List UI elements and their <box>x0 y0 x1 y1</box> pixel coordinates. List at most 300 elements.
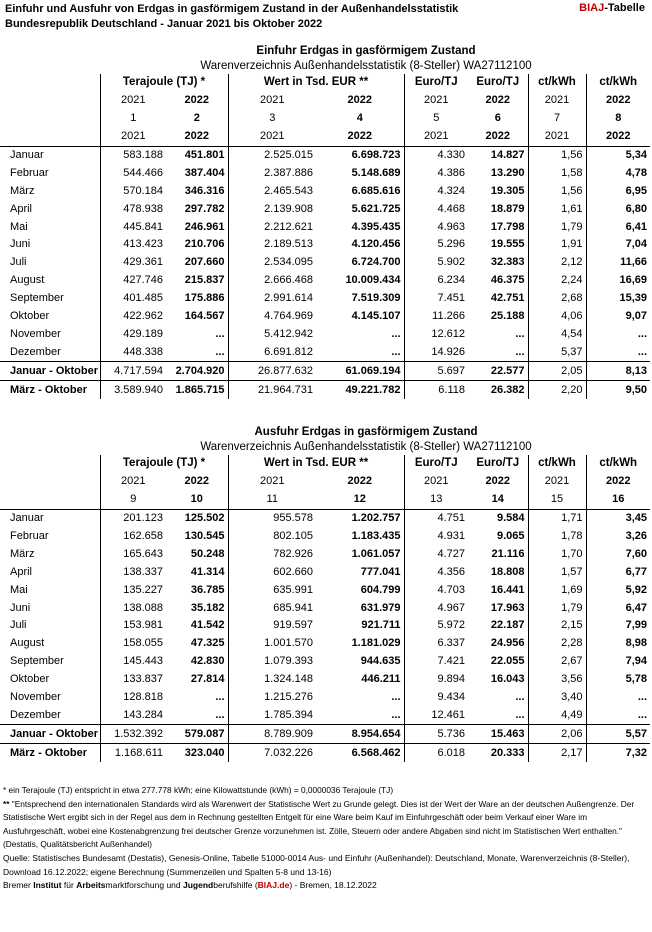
value-cell: 50.248 <box>166 545 228 563</box>
value-cell: 16.441 <box>468 581 528 599</box>
value-cell: 153.981 <box>100 617 166 635</box>
value-cell: 130.545 <box>166 528 228 546</box>
value-cell: 16.043 <box>468 671 528 689</box>
total-value: 4.717.594 <box>100 362 166 381</box>
year-row-cell: 2022 <box>606 475 631 488</box>
total-label: Januar - Oktober <box>10 727 99 740</box>
value-cell: 429.361 <box>100 254 166 272</box>
footnote-terajoule: * ein Terajoule (TJ) entspricht in etwa 277.778 kWh; eine Kilowattstunde (kWh) = 0,0000036 Terajoule (TJ) <box>3 785 394 795</box>
value-cell: ... <box>166 706 228 724</box>
value-cell: 42.830 <box>166 653 228 671</box>
month-label: Juni <box>10 238 31 251</box>
value-cell: 2.525.015 <box>264 149 313 161</box>
year-row-bottom-cell: 2022 <box>468 128 528 146</box>
value-cell: 631.979 <box>316 599 404 617</box>
value-cell: 143.284 <box>100 706 166 724</box>
total-value: 6.018 <box>404 744 468 762</box>
value-cell: 5.972 <box>437 619 465 632</box>
value-cell: 583.188 <box>100 146 166 164</box>
table-row <box>0 528 650 546</box>
value-cell: 401.485 <box>100 290 166 308</box>
column-number-row <box>0 110 650 128</box>
total-value: 61.069.194 <box>316 362 404 381</box>
month-label: Oktober <box>10 673 50 686</box>
column-number-row-cell: 2 <box>166 110 228 128</box>
year-row-cell: 2022 <box>316 473 404 491</box>
year-row-bottom <box>0 128 650 146</box>
month-label: April <box>10 565 33 578</box>
value-cell: 1,70 <box>528 545 586 563</box>
total-value: 8.954.654 <box>316 725 404 744</box>
value-cell: 7.451 <box>437 292 465 305</box>
value-cell: 9.584 <box>468 509 528 527</box>
value-cell: 9.065 <box>468 528 528 546</box>
table-row <box>0 272 650 290</box>
month-label: Mai <box>10 220 28 233</box>
value-cell: 6.724.700 <box>316 254 404 272</box>
value-cell: 7.421 <box>437 655 465 668</box>
value-cell: 9.894 <box>437 673 465 686</box>
label-empty <box>0 491 100 509</box>
value-cell: 1.202.757 <box>316 509 404 527</box>
value-cell: 5.296 <box>437 238 465 251</box>
group-euro-tj-2021: Euro/TJ <box>414 76 458 89</box>
year-row-cell: 2021 <box>100 92 166 110</box>
table-row <box>0 146 650 164</box>
table-row <box>0 545 650 563</box>
value-cell: ... <box>586 343 650 361</box>
value-cell: 164.567 <box>166 308 228 326</box>
year-row-bottom-cell: 2021 <box>404 128 468 146</box>
value-cell: 4.386 <box>437 166 465 179</box>
column-number-row-cell: 13 <box>404 491 468 509</box>
table-row <box>0 581 650 599</box>
year-row-cell: 2022 <box>606 94 631 107</box>
month-label: Januar <box>10 512 44 525</box>
year-row-cell: 2021 <box>424 94 449 107</box>
value-cell: 2.139.908 <box>264 202 313 215</box>
value-cell: 446.211 <box>316 671 404 689</box>
value-cell: ... <box>468 343 528 361</box>
total-label: März - Oktober <box>0 744 100 762</box>
column-number-row-cell: 9 <box>100 491 166 509</box>
month-label: November <box>10 691 61 704</box>
group-euro-tj-2022: Euro/TJ <box>468 455 528 473</box>
table-row <box>0 236 650 254</box>
value-cell: 6.698.723 <box>316 146 404 164</box>
total-value: 8.789.909 <box>264 727 313 740</box>
value-cell: 413.423 <box>100 236 166 254</box>
value-cell: 8,98 <box>625 637 647 650</box>
value-cell: 17.963 <box>468 599 528 617</box>
value-cell: 2.189.513 <box>264 238 313 251</box>
value-cell: ... <box>468 706 528 724</box>
value-cell: 158.055 <box>100 635 166 653</box>
value-cell: ... <box>316 689 404 707</box>
group-terajoule: Terajoule (TJ) * <box>100 455 228 473</box>
value-cell: 4,06 <box>528 308 586 326</box>
value-cell: 2,12 <box>528 254 586 272</box>
export-subtitle: Warenverzeichnis Außenhandelsstatistik (8-Steller) WA27112100 <box>200 441 532 453</box>
month-label: Dezember <box>0 343 100 361</box>
value-cell: 3,40 <box>528 689 586 707</box>
value-cell: 1,91 <box>528 236 586 254</box>
value-cell: 387.404 <box>166 164 228 182</box>
year-row-bottom-cell: 2022 <box>316 128 404 146</box>
group-euro-tj-2021: Euro/TJ <box>414 457 458 470</box>
year-row-cell: 2022 <box>468 473 528 491</box>
value-cell: 602.660 <box>273 565 313 578</box>
value-cell: 11.266 <box>432 310 465 323</box>
month-label: Dezember <box>0 706 100 724</box>
value-cell: 165.643 <box>100 545 166 563</box>
value-cell: 22.187 <box>468 617 528 635</box>
total-value: 2.704.920 <box>166 362 228 381</box>
value-cell: 42.751 <box>468 290 528 308</box>
value-cell: 921.711 <box>316 617 404 635</box>
value-cell: 24.956 <box>468 635 528 653</box>
value-cell: ... <box>166 343 228 361</box>
total-value: 21.964.731 <box>228 381 316 399</box>
total-value: 7,32 <box>586 744 650 762</box>
month-label: Januar <box>10 149 44 161</box>
year-row-cell: 2021 <box>260 94 285 107</box>
table-row <box>0 254 650 272</box>
table-row <box>0 706 650 724</box>
value-cell: ... <box>468 325 528 343</box>
value-cell: 162.658 <box>100 528 166 546</box>
header-empty <box>0 74 100 92</box>
import-title: Einfuhr Erdgas in gasförmigem Zustand <box>256 45 476 57</box>
value-cell: 5.902 <box>437 256 465 269</box>
value-cell: 13.290 <box>468 164 528 182</box>
value-cell: 4.727 <box>437 547 465 560</box>
month-label: März <box>10 547 35 560</box>
total-label: März - Oktober <box>0 381 100 399</box>
month-label: Juli <box>10 619 27 632</box>
year-row-cell: 2021 <box>424 475 449 488</box>
month-label: Juli <box>10 256 27 269</box>
value-cell: 6,41 <box>625 220 647 233</box>
value-cell: 4,54 <box>528 325 586 343</box>
value-cell: 9,07 <box>625 310 647 323</box>
value-cell: 18.808 <box>468 563 528 581</box>
year-row-cell: 2021 <box>528 473 586 491</box>
value-cell: 2.991.614 <box>264 292 313 305</box>
total-value: 2,05 <box>528 362 586 381</box>
total-value: 7.032.226 <box>228 744 316 762</box>
total-value: 6.118 <box>404 381 468 399</box>
column-number-row-cell: 8 <box>615 112 622 125</box>
value-cell: 955.578 <box>273 512 313 525</box>
year-row <box>0 473 650 491</box>
footnotes <box>3 784 649 893</box>
group-ct-kwh-2022: ct/kWh <box>599 76 638 89</box>
value-cell: 1,78 <box>528 528 586 546</box>
value-cell: 138.337 <box>100 563 166 581</box>
value-cell: 544.466 <box>100 164 166 182</box>
value-cell: ... <box>316 325 404 343</box>
value-cell: 18.879 <box>468 200 528 218</box>
value-cell: 777.041 <box>316 563 404 581</box>
value-cell: 10.009.434 <box>316 272 404 290</box>
column-number-row <box>0 491 650 509</box>
value-cell: 47.325 <box>166 635 228 653</box>
value-cell: 4.967 <box>437 601 465 614</box>
table-row <box>0 617 650 635</box>
value-cell: 35.182 <box>166 599 228 617</box>
total-value: 20.333 <box>468 744 528 762</box>
value-cell: 4.120.456 <box>316 236 404 254</box>
value-cell: 2.212.621 <box>264 220 313 233</box>
value-cell: 128.818 <box>100 689 166 707</box>
value-cell: 7,99 <box>625 619 647 632</box>
value-cell: 41.314 <box>166 563 228 581</box>
value-cell: 4,78 <box>625 166 647 179</box>
total-label: Januar - Oktober <box>10 364 99 377</box>
value-cell: 4.356 <box>437 565 465 578</box>
total-value: 2,17 <box>528 744 586 762</box>
value-cell: ... <box>166 325 228 343</box>
value-cell: 6.691.812 <box>228 343 316 361</box>
value-cell: 145.443 <box>100 653 166 671</box>
total-value: 49.221.782 <box>316 381 404 399</box>
value-cell: 4.963 <box>437 220 465 233</box>
total-value: 26.877.632 <box>257 364 313 377</box>
value-cell: 16,69 <box>619 274 647 287</box>
value-cell: 448.338 <box>100 343 166 361</box>
value-cell: 6.337 <box>437 637 465 650</box>
value-cell: 2.387.886 <box>264 166 313 179</box>
column-number-row-cell: 4 <box>316 110 404 128</box>
table-row <box>0 671 650 689</box>
table-row <box>0 290 650 308</box>
total-value: 26.382 <box>468 381 528 399</box>
value-cell: 4.324 <box>437 184 465 197</box>
value-cell: 2,28 <box>528 635 586 653</box>
credit-line: Bremer Institut für Arbeitsmarktforschung und Jugendberufshilfe (BIAJ.de) - Bremen, 18.12.2022 <box>3 880 377 891</box>
value-cell: 6,80 <box>625 202 647 215</box>
value-cell: 1,58 <box>528 164 586 182</box>
value-cell: 5.412.942 <box>264 327 313 340</box>
value-cell: 429.189 <box>100 325 166 343</box>
value-cell: 445.841 <box>100 218 166 236</box>
column-number-row-cell: 6 <box>468 110 528 128</box>
value-cell: 5,37 <box>528 343 586 361</box>
value-cell: 46.375 <box>468 272 528 290</box>
value-cell: 782.926 <box>273 547 313 560</box>
value-cell: 7.519.309 <box>316 290 404 308</box>
value-cell: 422.962 <box>100 308 166 326</box>
total-value: 1.532.392 <box>100 725 166 744</box>
total-row <box>0 362 650 381</box>
value-cell: 19.305 <box>468 182 528 200</box>
column-number-row-cell: 16 <box>586 491 650 509</box>
table-row <box>0 563 650 581</box>
group-ct-kwh-2021: ct/kWh <box>528 455 586 473</box>
value-cell: 346.316 <box>166 182 228 200</box>
value-cell: 207.660 <box>166 254 228 272</box>
column-number-row-cell: 12 <box>316 491 404 509</box>
total-value: 8,13 <box>625 364 647 377</box>
value-cell: 297.782 <box>166 200 228 218</box>
total-row <box>0 725 650 744</box>
value-cell: ... <box>637 327 647 340</box>
value-cell: 427.746 <box>100 272 166 290</box>
value-cell: 6.685.616 <box>316 182 404 200</box>
month-label: August <box>10 637 45 650</box>
total-value: 2,20 <box>528 381 586 399</box>
value-cell: 5,78 <box>625 673 647 686</box>
value-cell: 6,95 <box>625 184 647 197</box>
month-label: November <box>10 327 61 340</box>
value-cell: ... <box>166 689 228 707</box>
value-cell: 201.123 <box>100 509 166 527</box>
value-cell: 5.621.725 <box>316 200 404 218</box>
footnote-statistical-value: ** "Entsprechend den internationalen Standards wird als Warenwert der Statistische Wert zu Grunde gelegt. Dies ist der Wert der Ware an der deutschen Außengrenze. Der Statistische Wert ergibt sich in der Regel aus dem in Rechnung gestellten Entgelt für eine Ware beim Kauf im Einfuhrgeschäft oder beim Verkauf einer Ware im Ausfuhrgeschäft, wobei eine Kostenabgrenzung frei deutscher Grenze vorzunehmen ist. Zölle, Steuern oder andere Abgaben sind nicht im Statistischen Wert enthalten." (Destatis, Qualitätsbericht Außenhandel) <box>3 798 635 850</box>
value-cell: ... <box>586 706 650 724</box>
value-cell: 7,94 <box>625 655 647 668</box>
month-label: September <box>10 292 64 305</box>
document-title: Einfuhr und Ausfuhr von Erdgas in gasförmigem Zustand in der Außenhandelsstatistik <box>5 3 459 15</box>
year-row-bottom-cell: 2021 <box>528 128 586 146</box>
label-empty <box>0 92 100 110</box>
group-wert: Wert in Tsd. EUR ** <box>228 455 404 473</box>
table-row <box>0 343 650 361</box>
value-cell: 36.785 <box>166 581 228 599</box>
total-value: 1.168.611 <box>100 744 166 762</box>
value-cell: 2,67 <box>528 653 586 671</box>
value-cell: 1,61 <box>528 200 586 218</box>
month-label: Februar <box>10 530 49 542</box>
year-row-bottom-cell: 2021 <box>100 128 166 146</box>
column-number-row-cell: 11 <box>228 491 316 509</box>
total-value: 2,06 <box>528 725 586 744</box>
total-value: 323.040 <box>166 744 228 762</box>
value-cell: 4.703 <box>437 583 465 596</box>
value-cell: 4.931 <box>437 530 465 542</box>
month-label: August <box>10 274 45 287</box>
value-cell: 944.635 <box>316 653 404 671</box>
value-cell: 1,79 <box>528 218 586 236</box>
group-ct-kwh-2021: ct/kWh <box>528 74 586 92</box>
value-cell: 4.145.107 <box>316 308 404 326</box>
table-row <box>0 200 650 218</box>
value-cell: 3,45 <box>625 512 647 525</box>
year-row-cell: 2021 <box>100 473 166 491</box>
value-cell: 22.055 <box>468 653 528 671</box>
label-empty <box>0 128 100 146</box>
table-row <box>0 182 650 200</box>
value-cell: 685.941 <box>273 601 313 614</box>
value-cell: 4.330 <box>437 149 465 161</box>
value-cell: 570.184 <box>100 182 166 200</box>
year-row-cell: 2021 <box>260 475 285 488</box>
value-cell: 15,39 <box>619 292 647 305</box>
value-cell: 4.751 <box>437 512 465 525</box>
value-cell: 41.542 <box>166 617 228 635</box>
value-cell: 21.116 <box>468 545 528 563</box>
total-value: 22.577 <box>468 362 528 381</box>
total-value: 5,57 <box>625 727 647 740</box>
total-value: 15.463 <box>468 725 528 744</box>
total-value: 1.865.715 <box>166 381 228 399</box>
month-label: Februar <box>10 166 49 179</box>
group-ct-kwh-2022: ct/kWh <box>599 457 638 470</box>
year-row-cell: 2022 <box>468 92 528 110</box>
year-row <box>0 92 650 110</box>
table-row <box>0 689 650 707</box>
value-cell: 6,77 <box>625 565 647 578</box>
month-label: Juni <box>10 601 31 614</box>
value-cell: 2.534.095 <box>264 256 313 269</box>
table-row <box>0 599 650 617</box>
column-number-row-cell: 7 <box>528 110 586 128</box>
value-cell: 3,26 <box>625 530 647 542</box>
import-section <box>0 44 652 399</box>
value-cell: 5,34 <box>625 149 647 161</box>
year-row-bottom-cell: 2021 <box>228 128 316 146</box>
year-row-bottom-cell: 2022 <box>586 128 650 146</box>
value-cell: 451.801 <box>166 146 228 164</box>
value-cell: 2,24 <box>528 272 586 290</box>
value-cell: 1.079.393 <box>264 655 313 668</box>
value-cell: 12.612 <box>431 327 465 340</box>
table-row <box>0 653 650 671</box>
month-label: Oktober <box>10 310 50 323</box>
header-row <box>0 455 650 473</box>
label-empty <box>0 110 100 128</box>
month-label: März <box>10 184 35 197</box>
total-value: 5.736 <box>437 727 465 740</box>
value-cell: 635.991 <box>273 583 313 596</box>
value-cell: 4.395.435 <box>316 218 404 236</box>
value-cell: 14.827 <box>468 146 528 164</box>
value-cell: 1,56 <box>528 146 586 164</box>
value-cell: 1.181.029 <box>316 635 404 653</box>
value-cell: 6.234 <box>437 274 465 287</box>
value-cell: 12.461 <box>404 706 468 724</box>
value-cell: 246.961 <box>166 218 228 236</box>
value-cell: 25.188 <box>468 308 528 326</box>
brand-label: BIAJ-Tabelle <box>579 2 645 14</box>
value-cell: 1,71 <box>528 509 586 527</box>
value-cell: 802.105 <box>273 530 313 542</box>
value-cell: 133.837 <box>100 671 166 689</box>
value-cell: 4.764.969 <box>264 310 313 323</box>
value-cell: 2.465.543 <box>264 184 313 197</box>
label-empty <box>0 473 100 491</box>
header-row <box>0 74 650 92</box>
total-value: 579.087 <box>166 725 228 744</box>
document-subtitle: Bundesrepublik Deutschland - Januar 2021 bis Oktober 2022 <box>5 18 323 30</box>
value-cell: 27.814 <box>166 671 228 689</box>
table-row <box>0 308 650 326</box>
group-euro-tj-2022: Euro/TJ <box>468 74 528 92</box>
header-empty <box>0 455 100 473</box>
value-cell: 1,69 <box>528 581 586 599</box>
value-cell: 1.785.394 <box>228 706 316 724</box>
value-cell: 11,66 <box>620 256 647 269</box>
month-label: April <box>10 202 33 215</box>
table-row <box>0 509 650 527</box>
document-header <box>5 2 645 32</box>
source-note: Quelle: Statistisches Bundesamt (Destatis), Genesis-Online, Tabelle 51000-0014 Aus- und Einfuhr (Außenhandel): Deutschland, Monate, Warenverzeichnis (8-Steller), Download 16.12.2022; eigene Berechnung (Summenzeilen und Spalten 5-8 und 13-16) <box>3 852 630 877</box>
value-cell: 1,57 <box>528 563 586 581</box>
export-section <box>0 425 652 762</box>
export-title: Ausfuhr Erdgas in gasförmigem Zustand <box>254 426 478 438</box>
year-row-cell: 2022 <box>166 473 228 491</box>
